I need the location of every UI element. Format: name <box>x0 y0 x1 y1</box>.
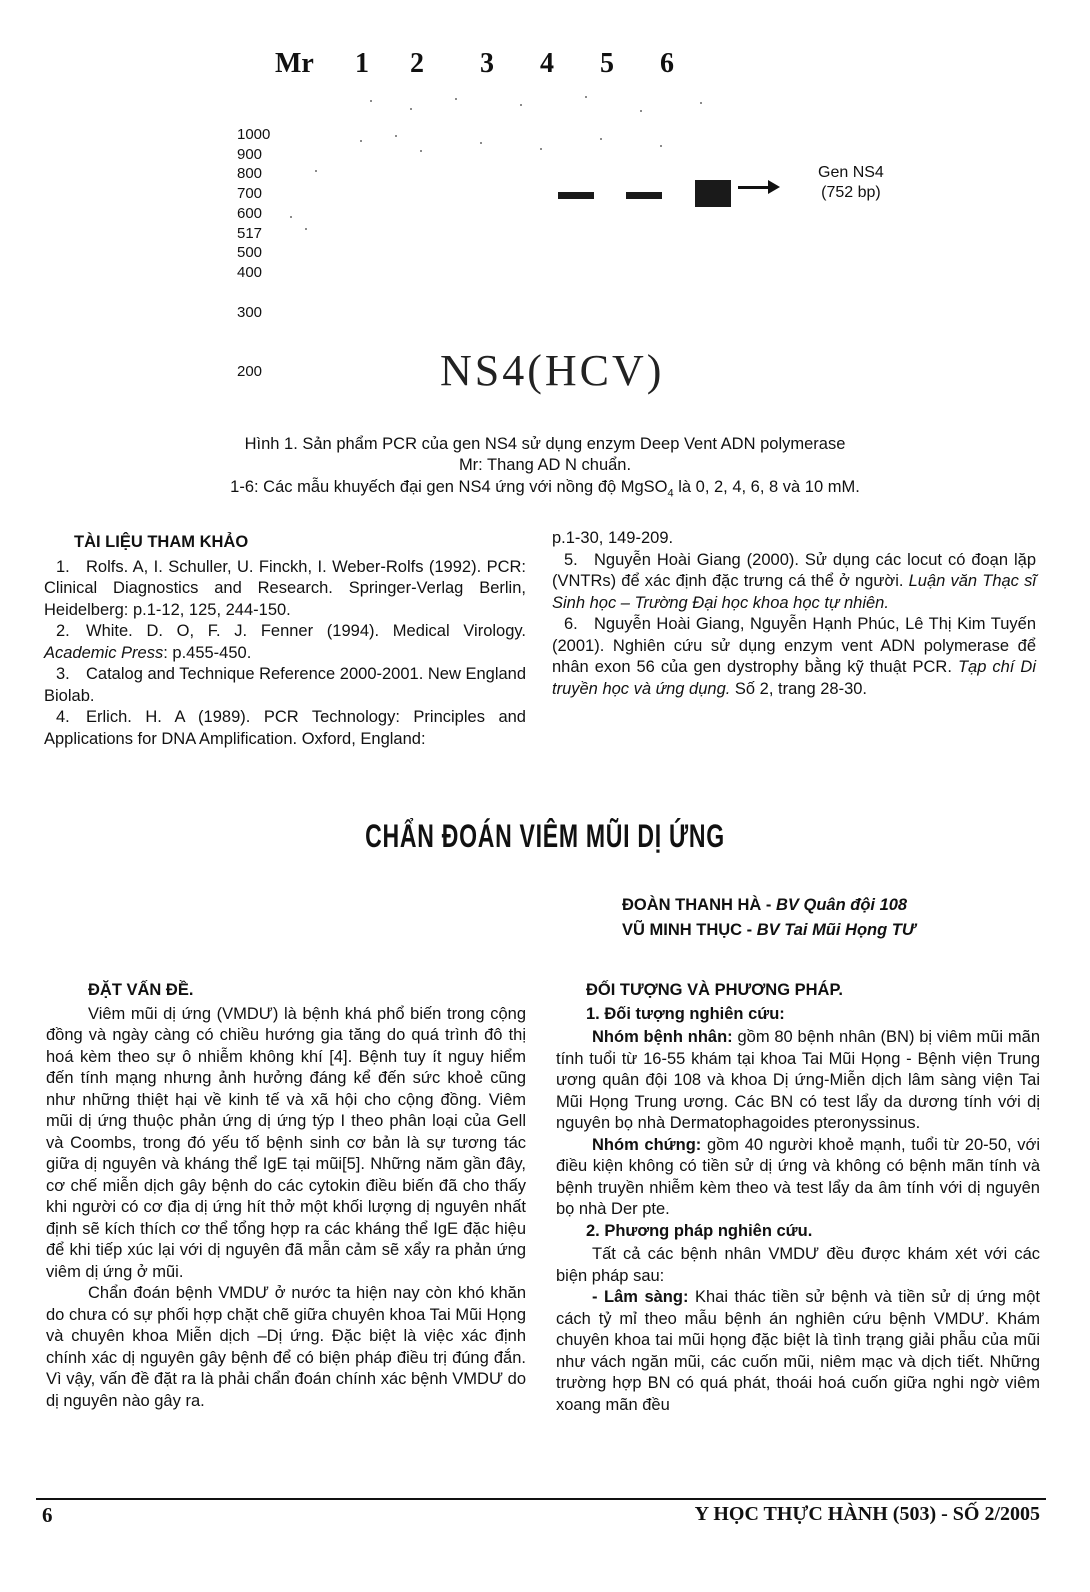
gene-label: Gen NS4 (752 bp) <box>818 164 884 201</box>
paragraph: - Lâm sàng: Khai thác tiền sử bệnh và tiền sử dị ứng một cách tỷ mỉ theo mẫu bệnh án nghiên cứu bệnh VMDƯ. Khám chuyên khoa tai mũi họng đặc biệt là tình trạng giải phẫu của mũi như vách ngăn mũi, các cuốn mũi, niêm mạc và dịch tiết. Những trường hợp BN có quá phát, thoái hoá cuốn giữa nghi ngờ viêm xoang mãn đều <box>556 1288 1040 1414</box>
left-column <box>46 980 526 1412</box>
reference-item: 4. Erlich. H. A (1989). PCR Technology: Principles and Applications for DNA Amplification. Oxford, England: <box>44 708 526 748</box>
lane-label-4: 4 <box>540 48 554 79</box>
reference-item: 1. Rolfs. A, I. Schuller, U. Finckh, I. Weber-Rolfs (1992). PCR: Clinical Diagnostics and Research. Springer-Verlag Berlin, Heidelberg: p.1-12, 125, 244-150. <box>44 557 526 619</box>
references-right <box>552 528 1036 700</box>
reference-item: 2. White. D. O, F. J. Fenner (1994). Medical Virology. Academic Press: p.455-450. <box>44 622 526 662</box>
paragraph: Tất cả các bệnh nhân VMDƯ đều được khám xét với các biện pháp sau: <box>556 1245 1040 1285</box>
references-heading: TÀI LIỆU THAM KHẢO <box>74 533 249 551</box>
gel-band-lane-4 <box>558 192 594 199</box>
article-title: CHẨN ĐOÁN VIÊM MŨI DỊ ỨNG <box>365 818 725 854</box>
paragraph: Nhóm bệnh nhân: gồm 80 bệnh nhân (BN) bị viêm mũi mãn tính tuổi từ 16-55 khám tại khoa Tai Mũi Họng - Bệnh viện Trung ương quân đội 108 và khoa Dị ứng-Miễn dịch lâm sàng viện Tai Mũi Họng Trung ương. Các BN có test lẩy da dương tính với dị nguyên bọ nhà Dermatophagoides pteronyssinus. <box>556 1028 1040 1132</box>
footer-rule <box>36 1498 1046 1500</box>
paragraph: Nhóm chứng: gồm 40 người khoẻ mạnh, tuổi từ 20-50, với điều kiện không có tiền sử dị ứng và không có bệnh mãn tính và bệnh truyền nhiễm kèm theo và test lẩy da âm tính với dị nguyên bọ nhà Der pte. <box>556 1135 1040 1218</box>
authors <box>622 893 915 943</box>
figure-caption-line: Hình 1. Sản phẩm PCR của gen NS4 sử dụng enzym Deep Vent ADN polymerase <box>244 435 846 453</box>
marker-label: 900 <box>237 146 263 163</box>
figure-caption-line: Mr: Thang AD N chuẩn. <box>458 456 632 474</box>
right-column <box>556 980 1040 1416</box>
gel-title: NS4(HCV) <box>440 346 665 395</box>
author-line: VŨ MINH THỤC - BV Tai Mũi Họng TƯ <box>622 921 916 939</box>
journal-name: Y HỌC THỰC HÀNH (503) - SỐ 2/2005 <box>694 1503 1040 1525</box>
marker-label: 800 <box>237 165 263 182</box>
section-heading: ĐỐI TƯỢNG VÀ PHƯƠNG PHÁP. <box>586 981 843 999</box>
lane-label-3: 3 <box>480 48 494 79</box>
marker-label: 500 <box>237 244 263 261</box>
paragraph: Viêm mũi dị ứng (VMDƯ) là bệnh khá phổ biến trong cộng đồng và ngày càng có chiều hướng gia tăng do quá trình đô thị hoá kèm theo sự ô nhiễm không khí [4]. Bệnh tuy ít nguy hiểm đến tính mạng nhưng ảnh hưởng đáng kể đến sức khoẻ cũng như những thiệt hại về kinh tế và xã hội cho cộng đồng. Viêm mũi dị ứng thuộc phản ứng dị ứng týp I theo phân loại của Gell và Coombs, trong đó yếu tố bệnh sinh cơ bản là sự tương tác giữa dị nguyên và kháng thể IgE tại mũi[5]. Những năm gần đây, cơ chế miễn dịch gây bệnh do các cytokin điều biến đã cho thấy khi người có cơ địa dị ứng hít thở một khối lượng dị nguyên nhất định sẽ kích thích cơ thể tổng hợp ra các kháng thể IgE đặc hiệu để khi tiếp xúc lại với dị nguyên đã mẫn cảm sẽ xẩy ra phản ứng viêm dị ứng ở mũi. <box>46 1004 526 1281</box>
lane-label-5: 5 <box>600 48 614 79</box>
gel-band-lane-5 <box>626 192 662 199</box>
lane-label-6: 6 <box>660 48 674 79</box>
marker-label: 517 <box>237 225 263 242</box>
marker-label: 200 <box>237 363 263 380</box>
subsection-heading: 2. Phương pháp nghiên cứu. <box>586 1221 813 1240</box>
section-heading: ĐẶT VẤN ĐỀ. <box>88 981 194 999</box>
references-left <box>44 532 526 750</box>
lane-label-1: 1 <box>355 48 369 79</box>
marker-label: 300 <box>237 304 263 321</box>
arrow-icon <box>738 186 772 189</box>
figure-caption-line: 1-6: Các mẫu khuyếch đại gen NS4 ứng với nồng độ MgSO$_4$ là 0, 2, 4, 6, 8 và 10 mM. <box>230 478 860 500</box>
marker-label: 700 <box>237 185 263 202</box>
reference-item: 5. Nguyễn Hoài Giang (2000). Sử dụng các locut có đoạn lặp (VNTRs) để xác định đặc trưng cá thể ở người. Luận văn Thạc sĩ Sinh học – Trường Đại học khoa học tự nhiên. <box>552 550 1036 612</box>
marker-label: 1000 <box>237 126 271 143</box>
page-number: 6 <box>42 1503 53 1527</box>
author-line: ĐOÀN THANH HÀ - BV Quân đội 108 <box>622 896 908 914</box>
gel-band-lane-6 <box>695 180 731 207</box>
paragraph: Chẩn đoán bệnh VMDƯ ở nước ta hiện nay còn khó khăn do chưa có sự phối hợp chặt chẽ giữa chuyên khoa Tai Mũi Họng và chuyên khoa Miễn dịch –Dị ứng. Đặc biệt là việc xác định chính xác dị nguyên gây bệnh để có biện pháp điều trị đúng đắn. Vì vậy, vấn đề đặt ra là phải chẩn đoán chính xác bệnh VMDƯ do dị nguyên nào gây ra. <box>46 1284 526 1410</box>
reference-item: 6. Nguyễn Hoài Giang, Nguyễn Hạnh Phúc, Lê Thị Kim Tuyến (2001). Nghiên cứu sử dụng enzym vent ADN polymerase để nhân exon 56 của gen dystrophy bằng kỹ thuật PCR. Tạp chí Di truyền học và ứng dụng. Số 2, trang 28-30. <box>552 615 1036 698</box>
lane-label-2: 2 <box>410 48 424 79</box>
gel-figure <box>0 0 1090 420</box>
reference-item: 3. Catalog and Technique Reference 2000-2001. New England Biolab. <box>44 665 527 705</box>
subsection-heading: 1. Đối tượng nghiên cứu: <box>586 1004 785 1023</box>
lane-label-mr: Mr <box>275 48 314 79</box>
reference-continued: p.1-30, 149-209. <box>552 529 674 547</box>
marker-label: 600 <box>237 205 263 222</box>
marker-label: 400 <box>237 264 263 281</box>
